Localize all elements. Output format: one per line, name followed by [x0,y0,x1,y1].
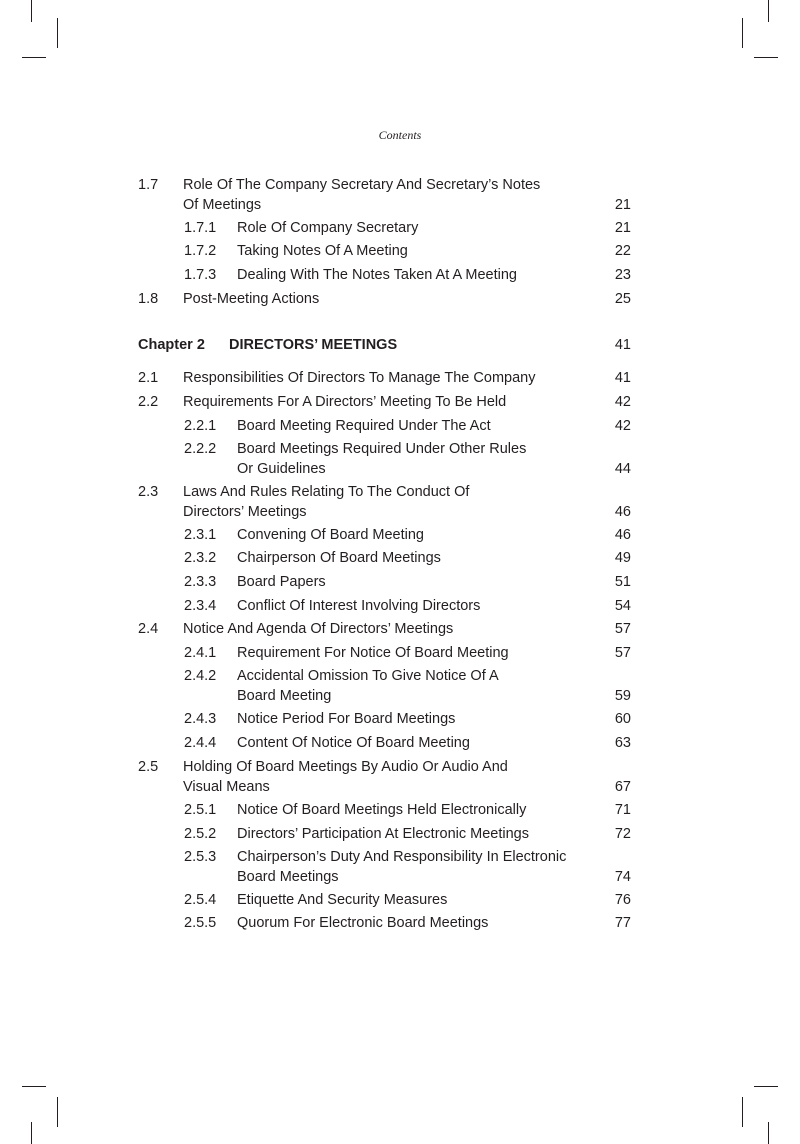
toc-entry-number: 2.3.4 [184,598,217,614]
toc-entry-page-number: 59 [614,687,631,704]
toc-entry-page-number: 23 [614,267,631,283]
toc-entry-page-number: 44 [614,460,631,477]
toc-entry-number: 2.5.5 [184,915,217,931]
toc-entry-number: 2.5.1 [184,802,217,818]
toc-entry-title: Requirements For A Directors’ Meeting To Be Held [183,394,507,410]
toc-entry-number: 2.5.4 [184,892,217,908]
toc-entry-number: 2.4.2 [184,668,217,684]
toc-entry-page-number: 22 [614,243,631,259]
toc-entry-page-number: 41 [614,337,631,353]
toc-entry-page-number: 51 [614,574,631,590]
toc-entry-page-number: 41 [614,370,631,386]
toc-entry-number: 2.4.3 [184,711,217,727]
toc-entry-page-number: 76 [614,892,631,908]
toc-entry-title: Post-Meeting Actions [183,291,320,307]
toc-entry-title: Board Meetings [237,868,339,885]
toc-entry-page-number: 25 [614,291,631,307]
toc-entry-title: Responsibilities Of Directors To Manage The Company [183,370,536,386]
toc-entry-title: Board Meeting Required Under The Act [237,418,491,434]
toc-entry-title: Content Of Notice Of Board Meeting [237,735,470,751]
toc-entry-page-number: 71 [614,802,631,818]
toc-entry-page-number: 72 [614,826,631,842]
toc-entry-number: 1.8 [138,291,159,307]
toc-entry-title: Role Of The Company Secretary And Secretary’s Notes [183,177,541,193]
toc-entry-title: Directors’ Meetings [183,503,307,520]
toc-entry-page-number: 49 [614,550,631,566]
toc-entry-page-number: 42 [614,394,631,410]
toc-entry-page-number: 21 [614,196,631,213]
toc-entry-page-number: 60 [614,711,631,727]
toc-entry-title: Chairperson Of Board Meetings [237,550,441,566]
toc-entry-title: Holding Of Board Meetings By Audio Or Audio And [183,759,508,775]
toc-entry-title: Chairperson’s Duty And Responsibility In Electronic [237,849,567,865]
toc-entry-title: Requirement For Notice Of Board Meeting [237,645,509,661]
toc-entry-number: 2.4 [138,621,159,637]
toc-entry-title: Directors’ Participation At Electronic Meetings [237,826,529,842]
toc-entry-number: 2.5.3 [184,849,217,865]
toc-entry-number: 2.2.2 [184,441,217,457]
toc-entry-page-number: 74 [614,868,631,885]
toc-entry-page-number: 63 [614,735,631,751]
toc-entry-number: 1.7.1 [184,220,217,236]
toc-entry-number: Chapter 2 [138,337,205,353]
toc-entry-title: Board Meetings Required Under Other Rules [237,441,527,457]
toc-entry-page-number: 67 [614,778,631,795]
running-header: Contents [378,128,422,142]
toc-entry-title: Quorum For Electronic Board Meetings [237,915,489,931]
toc-entry-page-number: 77 [614,915,631,931]
toc-entry-title: Notice Period For Board Meetings [237,711,456,727]
toc-entry-number: 1.7.2 [184,243,217,259]
toc-entry-title: Notice And Agenda Of Directors’ Meetings [183,621,454,637]
toc-entry-page-number: 21 [614,220,631,236]
toc-entry-title: Dealing With The Notes Taken At A Meeting [237,267,517,283]
toc-entry-number: 2.5 [138,759,159,775]
toc-entry-title: Convening Of Board Meeting [237,527,424,543]
toc-entry-title: Of Meetings [183,196,262,213]
toc-entry-title: Board Meeting [237,687,332,704]
toc-entry-title: Accidental Omission To Give Notice Of A [237,668,499,684]
toc-entry-number: 2.4.1 [184,645,217,661]
toc-entry-number: 2.5.2 [184,826,217,842]
toc-entry-title: Taking Notes Of A Meeting [237,243,408,259]
toc-entry-title: Notice Of Board Meetings Held Electronically [237,802,527,818]
toc-entry-title: DIRECTORS’ MEETINGS [229,337,398,353]
toc-entry-page-number: 42 [614,418,631,434]
toc-entry-title: Board Papers [237,574,326,590]
toc-entry-title: Conflict Of Interest Involving Directors [237,598,481,614]
toc-entry-number: 2.3 [138,484,159,500]
toc-entry-page-number: 46 [614,527,631,543]
toc-entry-number: 2.3.1 [184,527,217,543]
toc-entry-title: Role Of Company Secretary [237,220,419,236]
toc-entry-number: 2.2 [138,394,159,410]
toc-entry-number: 2.3.2 [184,550,217,566]
toc-entry-title: Etiquette And Security Measures [237,892,448,908]
toc-entry-number: 2.3.3 [184,574,217,590]
toc-entry-title: Or Guidelines [237,460,326,477]
toc-entry-number: 2.2.1 [184,418,217,434]
toc-entry-number: 1.7 [138,177,159,193]
toc-entry-title: Visual Means [183,778,270,795]
toc-entry-page-number: 46 [614,503,631,520]
toc-entry-number: 2.4.4 [184,735,217,751]
toc-entry-title: Laws And Rules Relating To The Conduct Of [183,484,470,500]
toc-entry-page-number: 54 [614,598,631,614]
toc-entry-number: 2.1 [138,370,159,386]
toc-entry-page-number: 57 [614,621,631,637]
toc-entry-number: 1.7.3 [184,267,217,283]
toc-entry-page-number: 57 [614,645,631,661]
